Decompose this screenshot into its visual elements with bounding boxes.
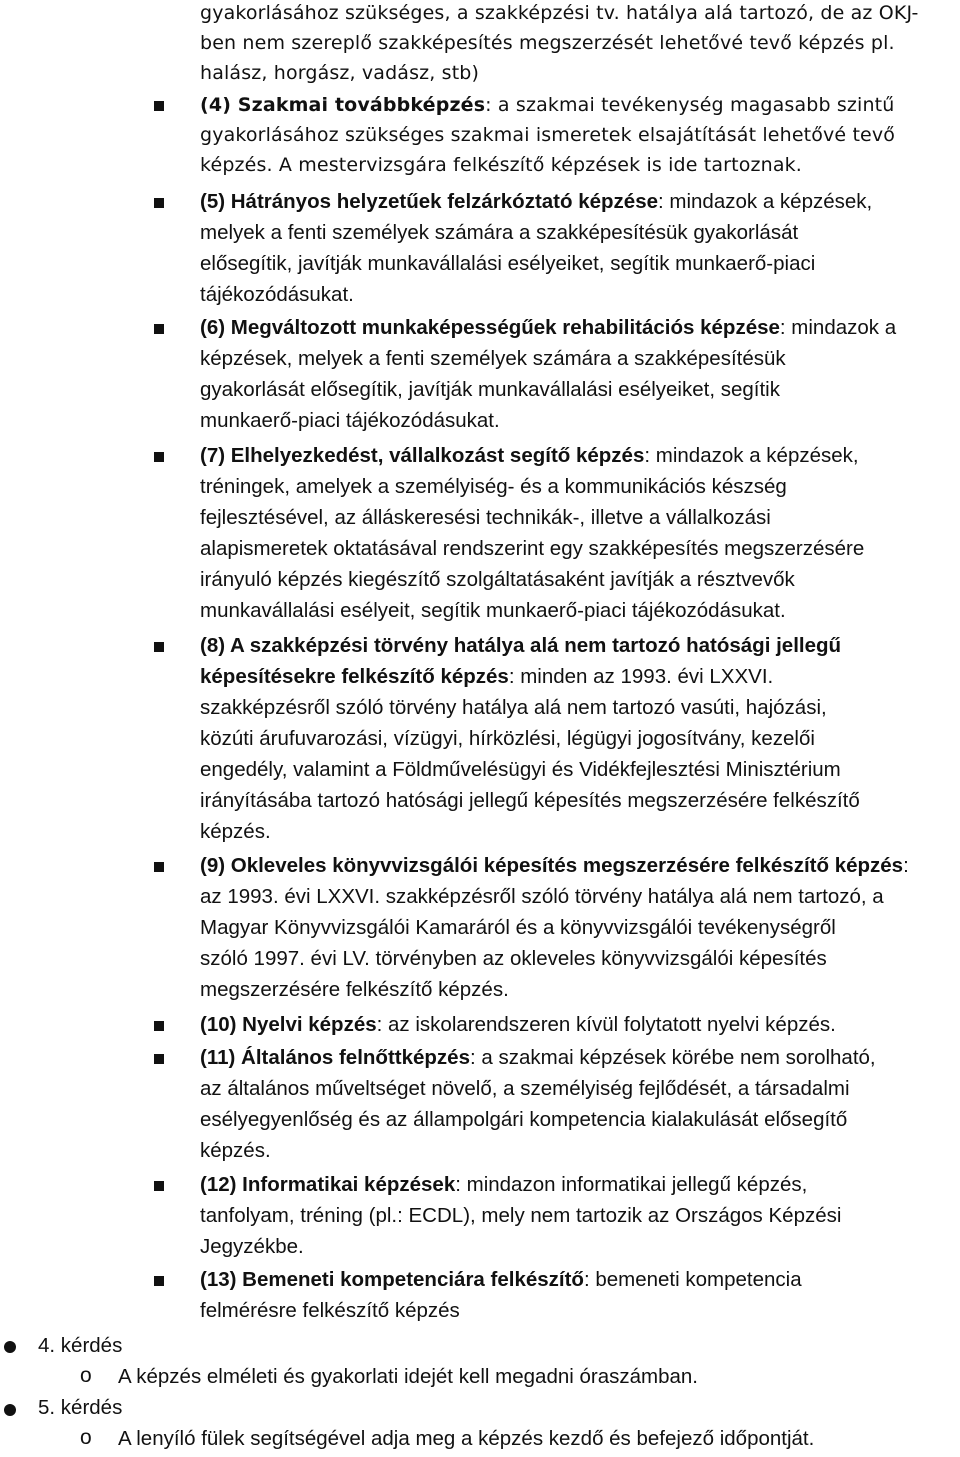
list-item-heading: (12) Informatikai képzések xyxy=(200,1173,456,1196)
text-line: tanfolyam, tréning (pl.: ECDL), mely nem tartozik az Országos Képzési xyxy=(200,1204,842,1227)
list-item-second-line xyxy=(200,665,773,689)
question-text: A képzés elméleti és gyakorlati idejét kell megadni óraszámban. xyxy=(118,1365,698,1388)
list-item-text: : a szakmai tevékenység magasabb szintű xyxy=(485,94,895,116)
list-item-text: : mindazok a képzések, xyxy=(658,190,873,213)
text-line: halász, horgász, vadász, stb) xyxy=(200,62,480,84)
text-line: irányításába tartozó hatósági jellegű képesítés megszerzésére felkészítő xyxy=(200,789,860,812)
text-line: gyakorlásához szükséges, a szakképzési tv. hatálya alá tartozó, de az OKJ- xyxy=(200,2,919,24)
list-item-first-line xyxy=(200,444,859,468)
list-item-text: : az iskolarendszeren kívül folytatott nyelvi képzés. xyxy=(376,1013,836,1036)
square-bullet-icon xyxy=(154,452,164,462)
list-item-first-line xyxy=(200,1046,876,1070)
text-line: közúti árufuvarozási, vízügyi, hírközlési, légügyi jogosítvány, kezelői xyxy=(200,727,815,750)
text-line: szóló 1997. évi LV. törvényben az okleveles könyvvizsgálói képesítés xyxy=(200,947,827,970)
text-line: felmérésre felkészítő képzés xyxy=(200,1299,460,1322)
list-item-first-line xyxy=(200,190,872,214)
text-line: irányuló képzés kiegészítő szolgáltatásaként javítják a résztvevők xyxy=(200,568,795,591)
text-line: esélyegyenlőség és az állampolgári kompetencia kialakulását elősegítő xyxy=(200,1108,848,1131)
square-bullet-icon xyxy=(154,862,164,872)
text-line: az 1993. évi LXXVI. szakképzésről szóló törvény hatálya alá nem tartozó, a xyxy=(200,885,884,908)
text-line: fejlesztésével, az álláskeresési technikák-, illetve a vállalkozási xyxy=(200,506,771,529)
text-line: tréningek, amelyek a személyiség- és a kommunikációs készség xyxy=(200,475,787,498)
text-line: Jegyzékbe. xyxy=(200,1235,304,1258)
text-line: Magyar Könyvvizsgálói Kamaráról és a könyvvizsgálói tevékenységről xyxy=(200,916,836,939)
question-label: 5. kérdés xyxy=(38,1396,123,1419)
square-bullet-icon xyxy=(154,1276,164,1286)
list-item-heading: (8) A szakképzési törvény hatálya alá nem tartozó hatósági jellegű xyxy=(200,634,842,657)
list-item-heading: (13) Bemeneti kompetenciára felkészítő xyxy=(200,1268,584,1291)
text-line: szakképzésről szóló törvény hatálya alá nem tartozó vasúti, hajózási, xyxy=(200,696,827,719)
list-item-first-line xyxy=(200,1013,836,1037)
text-line: munkaerő-piaci tájékozódásukat. xyxy=(200,409,500,432)
list-item-heading: (10) Nyelvi képzés xyxy=(200,1013,377,1036)
list-item-first-line xyxy=(200,316,896,340)
list-item-first-line xyxy=(200,94,894,116)
text-line: engedély, valamint a Földművelésügyi és Vidékfejlesztési Minisztérium xyxy=(200,758,841,781)
circle-bullet-icon: o xyxy=(80,1426,92,1449)
question-label: 4. kérdés xyxy=(38,1334,123,1357)
text-line: ben nem szereplő szakképesítés megszerzését lehetővé tevő képzés pl. xyxy=(200,32,895,54)
round-bullet-icon xyxy=(4,1341,16,1353)
list-item-heading: (6) Megváltozott munkaképességűek rehabilitációs képzése xyxy=(200,316,780,339)
list-item-heading: (4) Szakmai továbbképzés xyxy=(200,94,486,116)
text-line: képzések, melyek a fenti személyek számára a szakképesítésük xyxy=(200,347,786,370)
list-item-text: : minden az 1993. évi LXXVI. xyxy=(508,665,774,688)
list-item-first-line xyxy=(200,1268,802,1292)
text-line: alapismeretek oktatásával rendszerint egy szakképesítés megszerzésére xyxy=(200,537,865,560)
question-text: A lenyíló fülek segítségével adja meg a képzés kezdő és befejező időpontját. xyxy=(118,1427,815,1450)
square-bullet-icon xyxy=(154,642,164,652)
list-item-heading-continued: képesítésekre felkészítő képzés xyxy=(200,665,509,688)
list-item-text: : a szakmai képzések körébe nem sorolható, xyxy=(469,1046,876,1069)
text-line: képzés. xyxy=(200,1139,271,1162)
list-item-text: : xyxy=(903,854,909,877)
text-line: képzés. xyxy=(200,820,271,843)
square-bullet-icon xyxy=(154,198,164,208)
list-item-text: : bemeneti kompetencia xyxy=(583,1268,802,1291)
text-line: munkavállalási esélyeit, segítik munkaerő-piaci tájékozódásukat. xyxy=(200,599,786,622)
square-bullet-icon xyxy=(154,1054,164,1064)
list-item-heading: (7) Elhelyezkedést, vállalkozást segítő képzés xyxy=(200,444,645,467)
list-item-heading: (11) Általános felnőttképzés xyxy=(200,1046,470,1069)
text-line: gyakorlásához szükséges szakmai ismeretek elsajátítását lehetővé tevő xyxy=(200,124,896,146)
text-line: elősegítik, javítják munkavállalási esélyeiket, segítik munkaerő-piaci xyxy=(200,252,816,275)
text-line: gyakorlását elősegítik, javítják munkavállalási esélyeiket, segítik xyxy=(200,378,780,401)
list-item-heading: (5) Hátrányos helyzetűek felzárkóztató képzése xyxy=(200,190,658,213)
list-item-heading: (9) Okleveles könyvvizsgálói képesítés megszerzésére felkészítő képzés xyxy=(200,854,904,877)
text-line: képzés. A mestervizsgára felkészítő képzések is ide tartoznak. xyxy=(200,154,802,176)
list-item-first-line xyxy=(200,1173,807,1197)
square-bullet-icon xyxy=(154,1021,164,1031)
round-bullet-icon xyxy=(4,1404,16,1416)
square-bullet-icon xyxy=(154,1181,164,1191)
list-item-first-line xyxy=(200,854,909,878)
list-item-text: : mindazon informatikai jellegű képzés, xyxy=(455,1173,808,1196)
square-bullet-icon xyxy=(154,324,164,334)
text-line: az általános műveltséget növelő, a személyiség fejlődését, a társadalmi xyxy=(200,1077,850,1100)
list-item-text: : mindazok a xyxy=(779,316,897,339)
list-item-text: : mindazok a képzések, xyxy=(644,444,859,467)
text-line: megszerzésére felkészítő képzés. xyxy=(200,978,509,1001)
text-line: melyek a fenti személyek számára a szakképesítésük gyakorlását xyxy=(200,221,799,244)
square-bullet-icon xyxy=(154,101,164,111)
text-line: tájékozódásukat. xyxy=(200,283,354,306)
circle-bullet-icon: o xyxy=(80,1364,92,1387)
